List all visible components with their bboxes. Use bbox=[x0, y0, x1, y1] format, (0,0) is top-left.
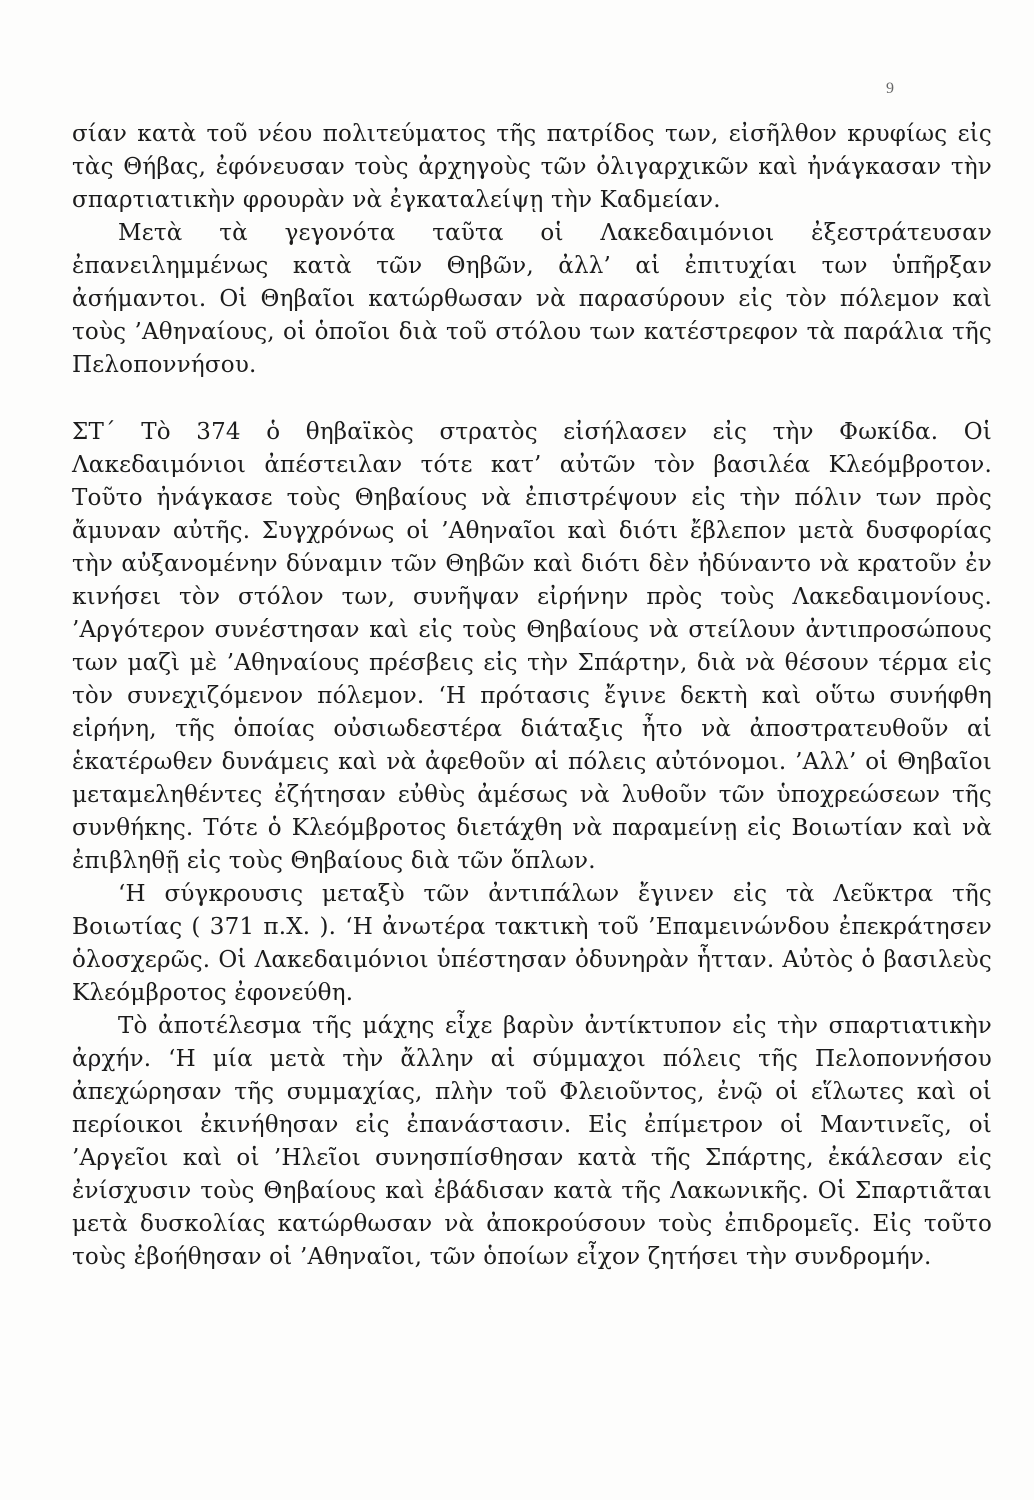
paragraph-continuation: σίαν κατὰ τοῦ νέου πολιτεύματος τῆς πατρίδος των, εἰσῆλθον κρυφίως εἰς τὰς Θήβας, ἐφόνευσαν τοὺς ἀρχηγοὺς τῶν ὀλιγαρχικῶν καὶ ἠνάγκασαν τὴν σπαρτιατικὴν φρουρὰν νὰ ἐγκαταλείψῃ τὴν Καδμείαν. bbox=[72, 121, 992, 213]
section-gap bbox=[72, 382, 992, 416]
page-number: 9 bbox=[886, 80, 894, 97]
body-text bbox=[72, 118, 992, 1274]
paragraph-section-st: ΣΤ΄ Τὸ 374 ὁ θηβαϊκὸς στρατὸς εἰσήλασεν εἰς τὴν Φωκίδα. Οἱ Λακεδαιμόνιοι ἀπέστειλαν τότε κατ’ αὐτῶν τὸν βασιλέα Κλεόμβροτον. Τοῦτο ἠνάγκασε τοὺς Θηβαίους νὰ ἐπιστρέψουν εἰς τὴν πόλιν των πρὸς ἄμυναν αὐτῆς. Συγχρόνως οἱ ’Αθηναῖοι καὶ διότι ἔβλεπον μετὰ δυσφορίας τὴν αὐξανομένην δύναμιν τῶν Θηβῶν καὶ διότι δὲν ἠδύναντο νὰ κρατοῦν ἐν κινήσει τὸν στόλον των, συνῆψαν εἰρήνην πρὸς τοὺς Λακεδαιμονίους. ’Αργότερον συνέστησαν καὶ εἰς τοὺς Θηβαίους νὰ στείλουν ἀντιπροσώπους των μαζὶ μὲ ’Αθηναίους πρέσβεις εἰς τὴν Σπάρτην, διὰ νὰ θέσουν τέρμα εἰς τὸν συνεχιζόμενον πόλεμον. ‘Η πρότασις ἔγινε δεκτὴ καὶ οὕτω συνήφθη εἰρήνη, τῆς ὁποίας οὐσιωδεστέρα διάταξις ἦτο νὰ ἀποστρατευθοῦν αἱ ἑκατέρωθεν δυνάμεις καὶ νὰ ἀφεθοῦν αἱ πόλεις αὐτόνομοι. ’Αλλ’ οἱ Θηβαῖοι μεταμεληθέντες ἐζήτησαν εὐθὺς ἀμέσως νὰ λυθοῦν τῶν ὑποχρεώσεων τῆς συνθήκης. Τότε ὁ Κλεόμβροτος διετάχθη νὰ παραμείνῃ εἰς Βοιωτίαν καὶ νὰ ἐπιβληθῇ εἰς τοὺς Θηβαίους διὰ τῶν ὅπλων. bbox=[72, 419, 992, 874]
paragraph-leuctra: ‘Η σύγκρουσις μεταξὺ τῶν ἀντιπάλων ἔγινεν εἰς τὰ Λεῦκτρα τῆς Βοιωτίας ( 371 π.Χ. ). ‘Η ἀνωτέρα τακτικὴ τοῦ ’Επαμεινώνδου ἐπεκράτησεν ὁλοσχερῶς. Οἱ Λακεδαιμόνιοι ὑπέστησαν ὀδυνηρὰν ἧτταν. Αὐτὸς ὁ βασιλεὺς Κλεόμβροτος ἐφονεύθη. bbox=[72, 881, 992, 1006]
paragraph-lacedaemonian-campaigns: Μετὰ τὰ γεγονότα ταῦτα οἱ Λακεδαιμόνιοι ἐξεστράτευσαν ἐπανειλημμένως κατὰ τῶν Θηβῶν, ἀλλ’ αἱ ἐπιτυχίαι των ὑπῆρξαν ἀσήμαντοι. Οἱ Θηβαῖοι κατώρθωσαν νὰ παρασύρουν εἰς τὸν πόλεμον καὶ τοὺς ’Αθηναίους, οἱ ὁποῖοι διὰ τοῦ στόλου των κατέστρεφον τὰ παράλια τῆς Πελοποννήσου. bbox=[72, 220, 992, 378]
paragraph-consequences: Τὸ ἀποτέλεσμα τῆς μάχης εἶχε βαρὺν ἀντίκτυπον εἰς τὴν σπαρτιατικὴν ἀρχήν. ‘Η μία μετὰ τὴν ἄλλην αἱ σύμμαχοι πόλεις τῆς Πελοποννήσου ἀπεχώρησαν τῆς συμμαχίας, πλὴν τοῦ Φλειοῦντος, ἐνῷ οἱ εἵλωτες καὶ οἱ περίοικοι ἐκινήθησαν εἰς ἐπανάστασιν. Εἰς ἐπίμετρον οἱ Μαντινεῖς, οἱ ’Αργεῖοι καὶ οἱ ’Ηλεῖοι συνησπίσθησαν κατὰ τῆς Σπάρτης, ἐκάλεσαν εἰς ἐνίσχυσιν τοὺς Θηβαίους καὶ ἐβάδισαν κατὰ τῆς Λακωνικῆς. Οἱ Σπαρτιᾶται μετὰ δυσκολίας κατώρθωσαν νὰ ἀποκρούσουν τοὺς ἐπιδρομεῖς. Εἰς τοῦτο τοὺς ἐβοήθησαν οἱ ’Αθηναῖοι, τῶν ὁποίων εἶχον ζητήσει τὴν συνδρομήν. bbox=[72, 1013, 992, 1270]
